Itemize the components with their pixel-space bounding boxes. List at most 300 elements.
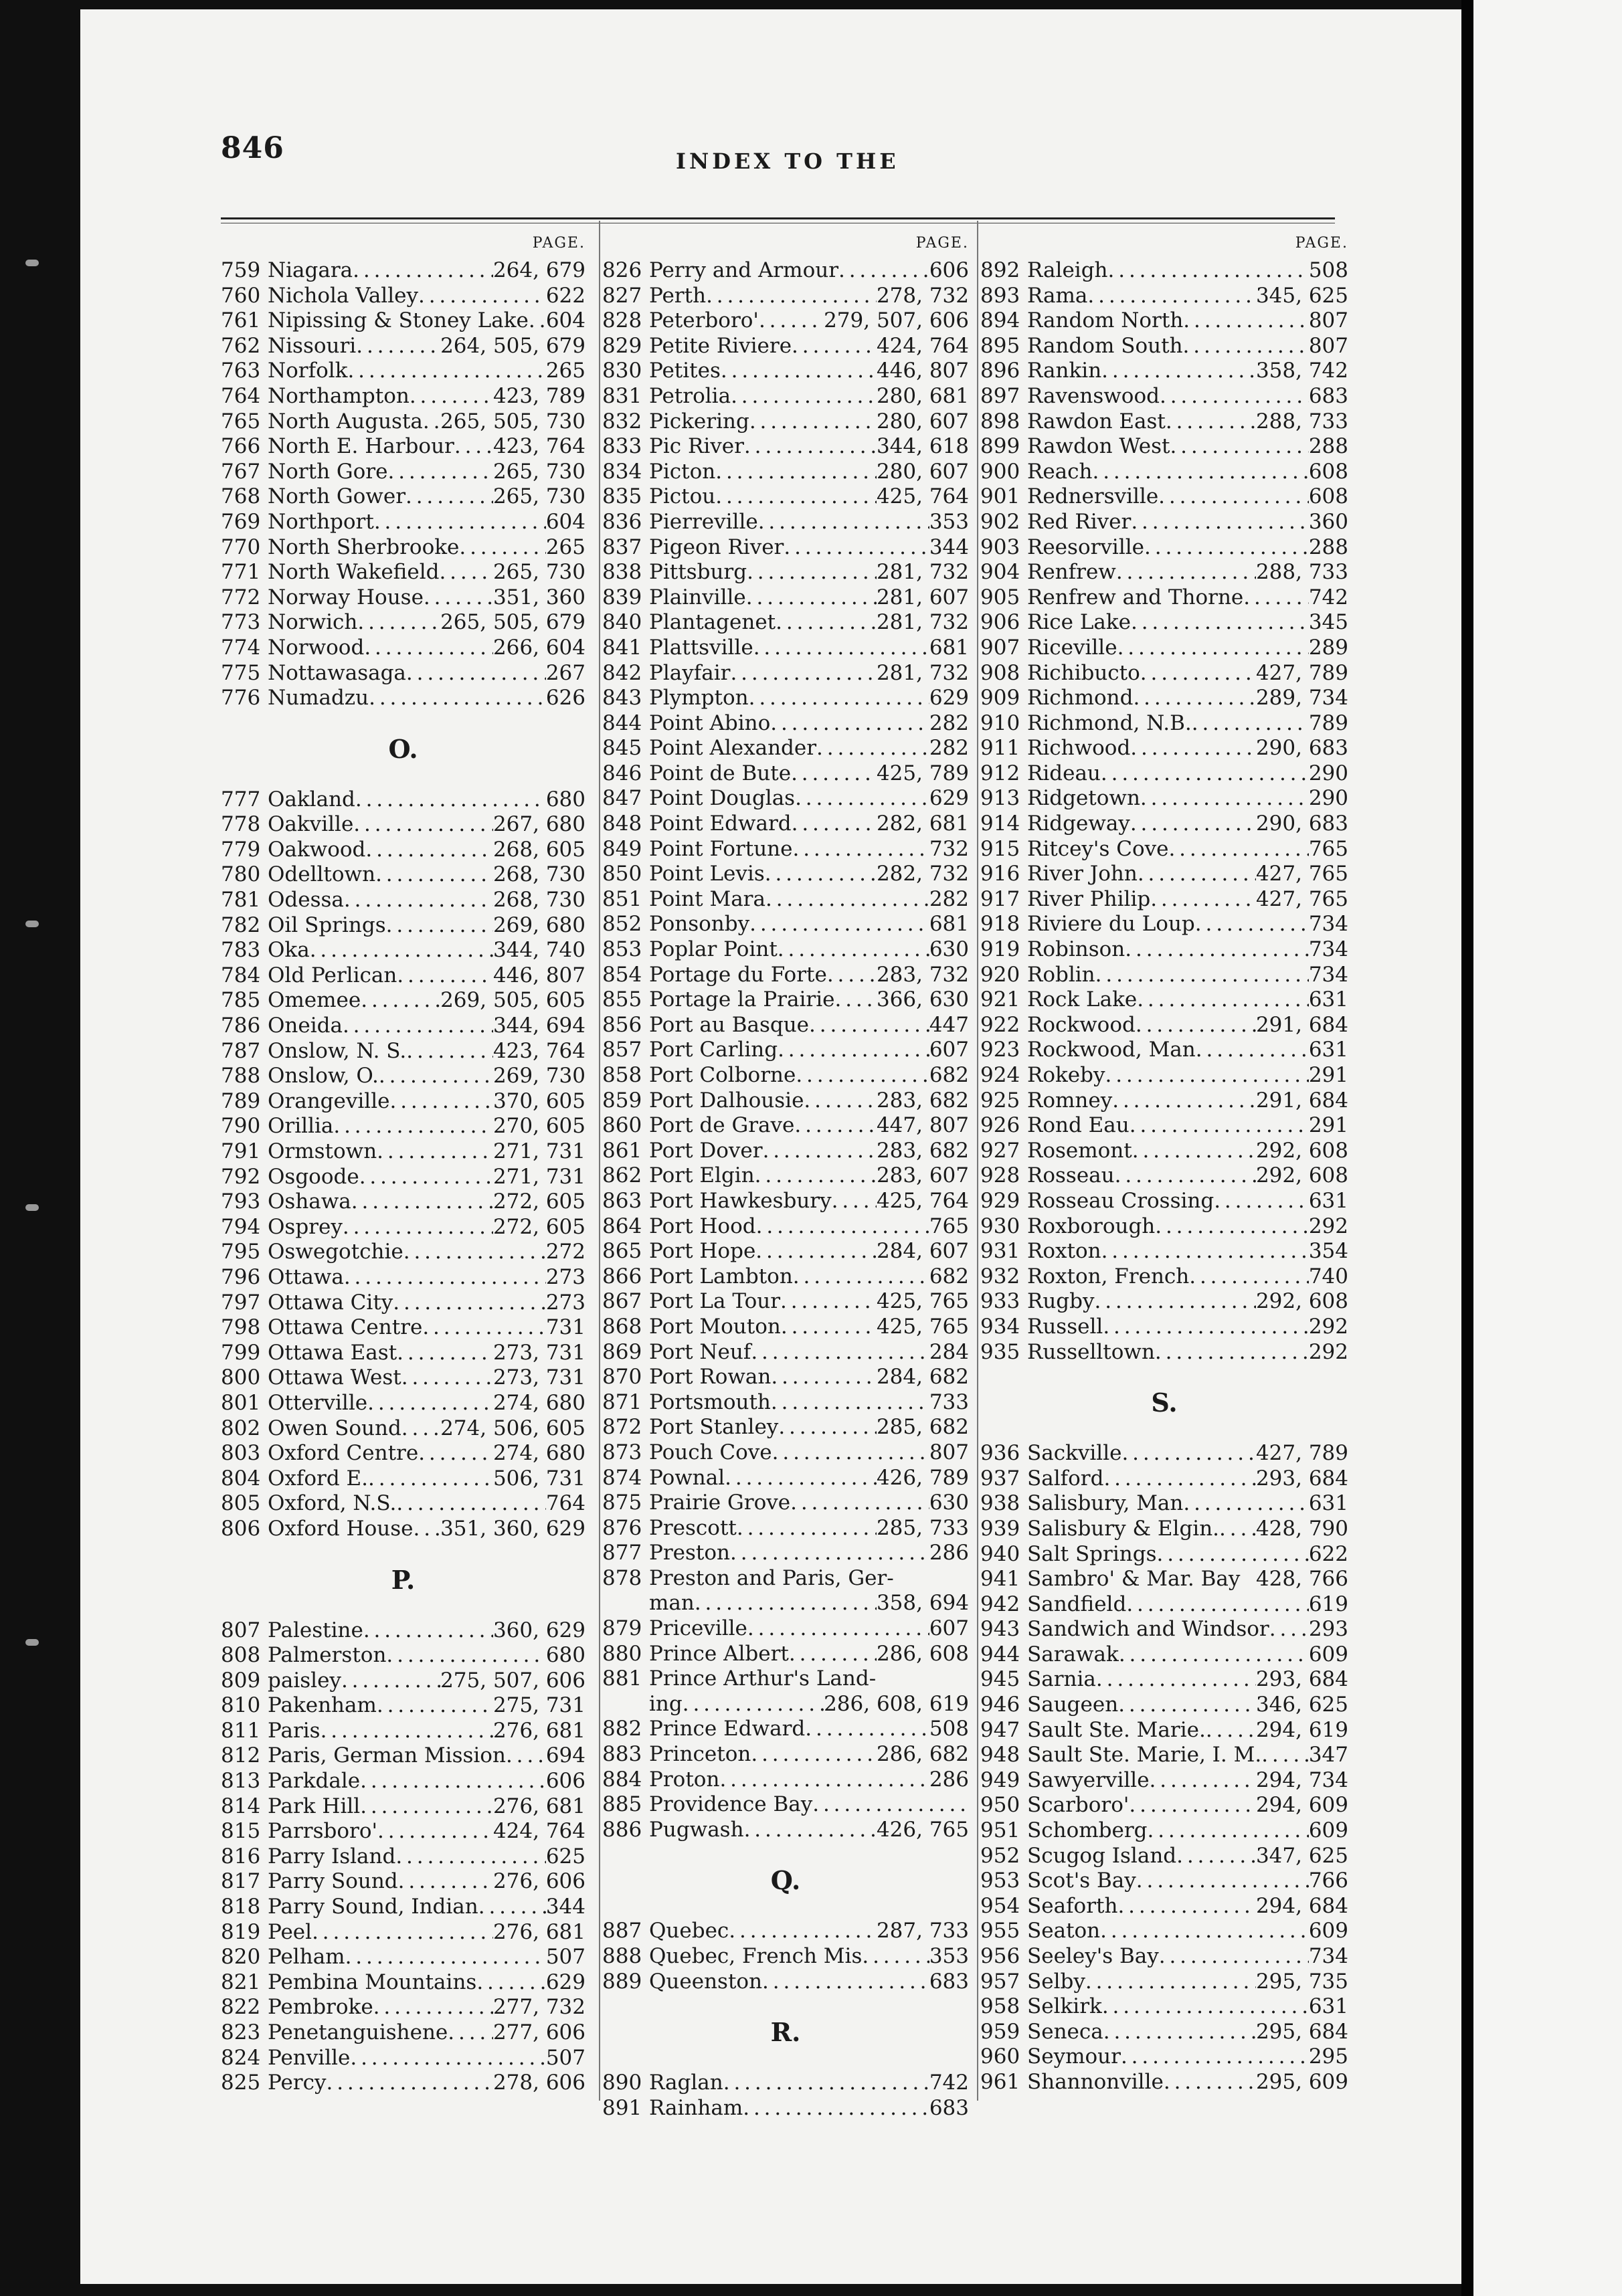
entry-number: 930	[980, 1214, 1020, 1238]
entry-name: North Sherbrooke	[268, 535, 460, 559]
entry-name: Ritcey's Cove	[1027, 836, 1169, 861]
index-column-3	[980, 229, 1348, 2095]
entry-name: Rugby	[1027, 1289, 1095, 1314]
entry-pages: 682	[929, 1063, 969, 1087]
dot-leader	[387, 460, 492, 485]
dot-leader	[747, 1616, 929, 1642]
dot-leader	[1176, 1844, 1256, 1869]
dot-leader	[784, 535, 929, 561]
dot-leader	[418, 1441, 493, 1466]
dot-leader	[1115, 1163, 1256, 1189]
dot-leader	[683, 1692, 824, 1717]
entry-number: 831	[602, 383, 642, 408]
running-head: INDEX TO THE	[676, 149, 899, 174]
entry-name: Rockwood, Man	[1027, 1038, 1196, 1062]
index-entry	[980, 2070, 1348, 2095]
index-entry	[602, 610, 969, 636]
entry-name: ing	[649, 1691, 683, 1716]
entry-pages: 353	[929, 509, 969, 534]
index-column-2	[602, 229, 969, 2121]
entry-name: Riceville	[1027, 635, 1117, 660]
dot-leader	[723, 2071, 929, 2096]
dot-leader	[1132, 1139, 1256, 1164]
entry-number: 871	[602, 1390, 642, 1414]
index-entry	[602, 1163, 969, 1189]
entry-number: 895	[980, 333, 1020, 358]
index-entry	[602, 460, 969, 485]
entry-name: Pembina Mountains	[268, 1970, 477, 1994]
index-entry	[602, 811, 969, 837]
entry-number: 793	[221, 1189, 261, 1214]
index-entry	[602, 1692, 969, 1717]
page-number: 846	[221, 131, 284, 165]
entry-number: 923	[980, 1038, 1020, 1062]
dot-leader	[363, 1618, 493, 1644]
entry-name: Orillia	[268, 1114, 334, 1139]
dot-leader	[341, 1668, 440, 1694]
entry-number: 760	[221, 283, 261, 308]
entry-number: 779	[221, 837, 261, 862]
entry-name: Oxford House	[268, 1516, 414, 1541]
index-entry	[221, 1970, 585, 1996]
entry-pages: 358, 742	[1255, 359, 1348, 383]
dot-leader	[360, 1769, 546, 1794]
index-entry	[602, 1365, 969, 1390]
entry-number: 766	[221, 434, 261, 459]
entry-pages: 427, 765	[1255, 862, 1348, 886]
entry-number: 764	[221, 383, 261, 408]
index-entry	[602, 484, 969, 510]
entry-name: Peel	[268, 1919, 312, 1944]
entry-pages: 447, 807	[876, 1113, 969, 1138]
dot-leader	[794, 1113, 877, 1139]
entry-name: Quebec, French Mis	[649, 1944, 863, 1968]
index-entry	[221, 661, 585, 686]
entry-number: 866	[602, 1264, 642, 1288]
entry-pages: 423, 764	[492, 434, 585, 459]
dot-leader	[364, 636, 493, 661]
entry-pages: 734	[1308, 962, 1348, 987]
entry-name: Point Levis	[649, 862, 765, 886]
index-entry	[602, 384, 969, 409]
entry-number: 916	[980, 862, 1020, 886]
entry-number: 958	[980, 1994, 1020, 2019]
entry-pages: 347	[1308, 1743, 1348, 1767]
dot-leader	[377, 1819, 493, 1844]
entry-number: 924	[980, 1063, 1020, 1087]
index-entry	[221, 1618, 585, 1644]
entry-number: 887	[602, 1919, 642, 1943]
dot-leader	[1102, 1994, 1309, 2020]
entry-number: 897	[980, 383, 1020, 408]
index-entry	[980, 1693, 1348, 1718]
index-entry	[602, 1013, 969, 1038]
entry-name: Pugwash	[649, 1817, 744, 1842]
entry-name: Perry and Armour	[649, 258, 839, 282]
entry-number: 776	[221, 686, 261, 710]
dot-leader	[454, 434, 493, 460]
entry-name: Rama	[1027, 283, 1088, 308]
dot-leader	[747, 560, 877, 585]
entry-pages: 276, 681	[492, 1718, 585, 1743]
entry-name: Pelham	[268, 1945, 345, 1970]
entry-name: Oshawa	[268, 1189, 351, 1214]
entry-name: Paris	[268, 1718, 321, 1743]
index-entry	[980, 1214, 1348, 1240]
dot-leader	[333, 1114, 493, 1139]
dot-leader	[1087, 284, 1256, 309]
entry-pages: 766	[1308, 1869, 1348, 1893]
entry-number: 920	[980, 962, 1020, 987]
entry-pages: 267	[545, 660, 585, 685]
dot-leader	[377, 1139, 493, 1165]
entry-pages: 694	[545, 1743, 585, 1768]
entry-name: Oneida	[268, 1014, 343, 1038]
dot-leader	[805, 1717, 929, 1742]
entry-number: 811	[221, 1718, 261, 1743]
entry-name: Port Neuf	[649, 1339, 751, 1364]
dot-leader	[731, 384, 877, 409]
dot-leader	[1206, 1718, 1256, 1743]
entry-pages: 604	[545, 308, 585, 333]
entry-number: 938	[980, 1491, 1020, 1516]
entry-pages: 740	[1308, 1264, 1348, 1288]
dot-leader	[395, 1844, 546, 1870]
entry-pages: 353	[929, 1944, 969, 1968]
index-entry	[602, 963, 969, 988]
index-entry	[980, 837, 1348, 862]
entry-pages: 683	[929, 2095, 969, 2120]
dot-leader	[1119, 1642, 1309, 1668]
entry-number: 898	[980, 409, 1020, 434]
index-entry	[602, 1742, 969, 1767]
dot-leader	[345, 1945, 546, 1970]
index-entry	[221, 963, 585, 989]
entry-pages: 290	[1308, 786, 1348, 811]
entry-name: Park Hill	[268, 1794, 361, 1818]
index-entry	[980, 1013, 1348, 1038]
index-entry	[980, 2044, 1348, 2070]
entry-name: Port au Basque	[649, 1012, 810, 1037]
entry-name: Port Colborne	[649, 1063, 796, 1087]
entry-pages: 292, 608	[1255, 1289, 1348, 1314]
entry-number: 849	[602, 836, 642, 861]
index-entry	[980, 963, 1348, 988]
entry-pages: 269, 505, 605	[440, 988, 585, 1013]
entry-number: 888	[602, 1944, 642, 1968]
entry-number: 819	[221, 1919, 261, 1944]
entry-pages: 425, 765	[876, 1289, 969, 1314]
entry-pages: 277, 732	[492, 1995, 585, 2020]
index-entry	[602, 837, 969, 862]
entry-name: Norwood	[268, 635, 365, 660]
entry-name: Owen Sound	[268, 1416, 401, 1440]
entry-pages: 344, 740	[492, 938, 585, 963]
entry-name: North Gower	[268, 484, 406, 509]
entry-pages: 275, 731	[492, 1693, 585, 1718]
entry-number: 800	[221, 1365, 261, 1390]
index-entry	[221, 535, 585, 561]
entry-name: Portage la Prairie	[649, 987, 835, 1012]
index-entry	[602, 1491, 969, 1516]
entry-pages: 284	[929, 1339, 969, 1364]
entry-pages: 294, 609	[1255, 1793, 1348, 1818]
entry-pages: 282, 681	[876, 811, 969, 836]
index-entry	[980, 308, 1348, 334]
dot-leader	[1147, 1818, 1308, 1844]
entry-pages: 278, 606	[492, 2071, 585, 2095]
column-divider	[977, 221, 978, 2101]
dot-leader	[719, 1767, 929, 1793]
entry-number: 868	[602, 1314, 642, 1339]
entry-number: 771	[221, 560, 261, 585]
index-entry	[221, 1165, 585, 1190]
entry-name: Rosseau Crossing	[1027, 1188, 1214, 1213]
dot-leader	[365, 838, 493, 863]
entry-name: Norwich	[268, 610, 358, 635]
index-entry	[221, 1189, 585, 1215]
entry-pages: 294, 619	[1255, 1717, 1348, 1742]
dot-leader	[1164, 2070, 1256, 2095]
entry-pages: 731	[545, 1315, 585, 1340]
index-entry	[980, 359, 1348, 384]
entry-number: 809	[221, 1668, 261, 1693]
entry-name: Saugeen	[1027, 1693, 1119, 1717]
dot-leader	[789, 1642, 877, 1667]
entry-number: 818	[221, 1895, 261, 1919]
dot-leader	[812, 1792, 969, 1818]
dot-leader	[1126, 1592, 1309, 1618]
entry-name: Seaton	[1027, 1919, 1101, 1943]
dot-leader	[478, 1895, 546, 1920]
index-entry	[980, 1466, 1348, 1492]
entry-pages: 286, 682	[876, 1742, 969, 1767]
index-entry	[602, 862, 969, 887]
entry-pages: 292, 608	[1255, 1138, 1348, 1163]
index-entry	[221, 359, 585, 384]
dot-leader	[1158, 484, 1309, 510]
entry-pages: 604	[545, 509, 585, 534]
entry-name: Ottawa Centre	[268, 1315, 423, 1340]
dot-leader	[375, 862, 493, 888]
dot-leader	[749, 409, 877, 435]
dot-leader	[1129, 1793, 1256, 1818]
entry-name: Port de Grave	[649, 1113, 795, 1138]
entry-number: 862	[602, 1163, 642, 1188]
entry-number: 770	[221, 535, 261, 559]
entry-pages: 273, 731	[492, 1365, 585, 1390]
entry-pages: 280, 607	[876, 409, 969, 434]
entry-number: 934	[980, 1314, 1020, 1339]
entry-name: Queenston	[649, 1969, 763, 1994]
entry-number: 777	[221, 787, 261, 811]
entry-pages: 277, 606	[492, 2020, 585, 2044]
entry-number: 902	[980, 509, 1020, 534]
entry-pages: 274, 680	[492, 1390, 585, 1415]
entry-name: Pickering	[649, 409, 749, 434]
dot-leader	[1085, 1970, 1256, 1995]
index-entry	[221, 1643, 585, 1668]
entry-name: Ottawa East	[268, 1340, 397, 1365]
entry-number: 845	[602, 736, 642, 761]
entry-pages: 345	[1308, 610, 1348, 635]
entry-name: Northampton	[268, 383, 410, 408]
index-entry	[602, 1289, 969, 1315]
entry-name: Penville	[268, 2045, 351, 2070]
dot-leader	[781, 1315, 877, 1340]
dot-leader	[753, 636, 929, 661]
index-entry	[980, 736, 1348, 761]
entry-pages: 427, 789	[1255, 1441, 1348, 1466]
index-entry	[221, 888, 585, 913]
entry-pages: 629	[545, 1970, 585, 1994]
dot-leader	[749, 686, 929, 711]
entry-number: 883	[602, 1742, 642, 1767]
entry-pages: 292	[1308, 1214, 1348, 1238]
entry-number: 781	[221, 888, 261, 913]
dot-leader	[1261, 1743, 1309, 1768]
dot-leader	[838, 258, 929, 284]
index-entry	[221, 1869, 585, 1895]
index-entry	[980, 1340, 1348, 1365]
dot-leader	[355, 787, 546, 813]
index-entry	[221, 1341, 585, 1366]
index-entry	[221, 334, 585, 359]
entry-pages: 294, 734	[1255, 1767, 1348, 1792]
entry-pages: 283, 682	[876, 1088, 969, 1113]
entry-pages: 426, 765	[876, 1817, 969, 1842]
entry-name: Pembroke	[268, 1995, 373, 2020]
dot-leader	[310, 938, 493, 963]
dot-leader	[1117, 1894, 1256, 1919]
entry-number: 873	[602, 1440, 642, 1464]
dot-leader	[397, 1341, 493, 1366]
entry-pages: 264, 505, 679	[440, 333, 585, 358]
entry-name: Roxborough	[1027, 1214, 1156, 1238]
entry-pages: 269, 730	[492, 1064, 585, 1088]
dot-leader	[816, 736, 929, 761]
index-entry	[221, 1920, 585, 1945]
entry-number: 921	[980, 987, 1020, 1012]
entry-name: Preston	[649, 1541, 731, 1565]
entry-pages: 734	[1308, 1944, 1348, 1968]
entry-number: 910	[980, 710, 1020, 735]
entry-name: paisley	[268, 1668, 341, 1693]
index-entry	[980, 1113, 1348, 1139]
dot-leader	[1130, 736, 1256, 761]
entry-pages: 423, 764	[492, 1038, 585, 1063]
dot-leader	[386, 913, 493, 939]
entry-name: Salford	[1027, 1466, 1104, 1491]
entry-pages: 625	[545, 1844, 585, 1869]
dot-leader	[369, 686, 546, 711]
entry-name: Riviere du Loup	[1027, 912, 1195, 937]
entry-pages: 268, 730	[492, 888, 585, 913]
entry-pages: 683	[1308, 383, 1348, 408]
index-entry	[602, 284, 969, 309]
index-entry	[221, 1290, 585, 1316]
index-entry	[221, 636, 585, 661]
index-entry	[221, 460, 585, 485]
dot-leader	[1160, 384, 1309, 409]
entry-number: 827	[602, 283, 642, 308]
dot-leader	[377, 1693, 493, 1719]
entry-name: Onslow, O.	[268, 1064, 379, 1088]
index-entry	[602, 1315, 969, 1340]
entry-pages: 358, 694	[876, 1591, 969, 1616]
entry-pages: 283, 682	[876, 1138, 969, 1163]
entry-pages: 286, 608, 619	[824, 1691, 969, 1716]
entry-number: 844	[602, 710, 642, 735]
entry-number: 952	[980, 1843, 1020, 1868]
entry-pages: 291	[1308, 1113, 1348, 1138]
entry-name: Rawdon East	[1027, 409, 1166, 434]
entry-number: 879	[602, 1616, 642, 1641]
index-entry	[221, 258, 585, 284]
entry-number: 896	[980, 359, 1020, 383]
index-entry	[980, 1667, 1348, 1693]
entry-name: Scugog Island	[1027, 1843, 1177, 1868]
dot-leader	[1195, 912, 1309, 937]
entry-pages: 680	[545, 787, 585, 811]
dot-leader	[1125, 937, 1309, 963]
index-entry	[602, 1919, 969, 1944]
index-entry	[980, 1743, 1348, 1768]
index-entry	[980, 585, 1348, 611]
entry-number: 812	[221, 1743, 261, 1768]
dot-leader	[1130, 811, 1256, 837]
dot-leader	[1269, 1617, 1309, 1642]
entry-pages: 288	[1308, 434, 1348, 459]
entry-pages: 286	[929, 1541, 969, 1565]
entry-name: Numadzu	[268, 686, 369, 710]
dot-leader	[1138, 862, 1256, 887]
dot-leader	[796, 1063, 929, 1088]
entry-number: 789	[221, 1088, 261, 1113]
entry-name: Nipissing & Stoney Lake	[268, 308, 529, 333]
index-entry	[980, 761, 1348, 787]
entry-name: Sandfield	[1027, 1592, 1127, 1616]
entry-number: 792	[221, 1164, 261, 1189]
dot-leader	[1155, 1340, 1309, 1365]
entry-pages: 268, 730	[492, 862, 585, 887]
entry-number: 850	[602, 862, 642, 886]
dot-leader	[1136, 1013, 1256, 1038]
entry-pages: 765	[1308, 836, 1348, 861]
entry-number: 832	[602, 409, 642, 434]
dot-leader	[755, 1163, 877, 1189]
entry-name: Prince Albert	[649, 1641, 789, 1666]
entry-pages: 425, 765	[876, 1314, 969, 1339]
entry-pages: 609	[1308, 1919, 1348, 1943]
dot-leader	[770, 711, 929, 737]
entry-name: Port Elgin	[649, 1163, 755, 1188]
entry-number: 959	[980, 2019, 1020, 2044]
entry-number: 836	[602, 509, 642, 534]
dot-leader	[729, 1919, 877, 1944]
entry-number: 943	[980, 1617, 1020, 1642]
index-entry	[602, 1666, 969, 1692]
entry-name: Point Edward	[649, 811, 792, 836]
index-entry	[980, 1793, 1348, 1818]
index-entry	[221, 1743, 585, 1769]
entry-number: 867	[602, 1289, 642, 1314]
entry-number: 761	[221, 308, 261, 333]
dot-leader	[401, 1416, 440, 1442]
dot-leader	[422, 1315, 545, 1341]
index-entry	[980, 1844, 1348, 1869]
entry-pages: 286	[929, 1767, 969, 1792]
